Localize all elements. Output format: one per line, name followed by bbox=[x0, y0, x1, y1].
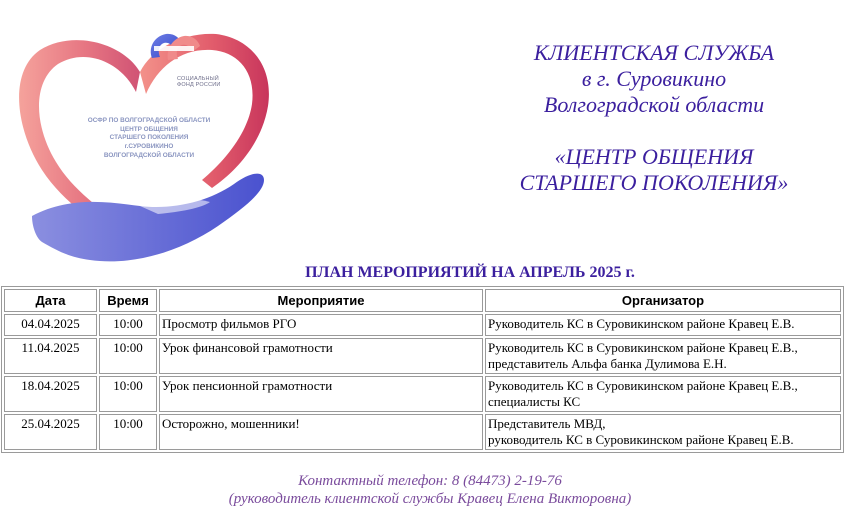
contact-person: (руководитель клиентской службы Кравец Елена Викторовна) bbox=[228, 491, 632, 507]
cell-time: 10:00 bbox=[99, 338, 157, 374]
cell-time: 10:00 bbox=[99, 314, 157, 336]
cell-time: 10:00 bbox=[99, 376, 157, 412]
events-table bbox=[1, 286, 844, 453]
plan-title: ПЛАН МЕРОПРИЯТИЙ НА АПРЕЛЬ 2025 г. bbox=[305, 264, 635, 281]
cell-date: 11.04.2025 bbox=[4, 338, 97, 374]
logo bbox=[12, 20, 282, 272]
cell-event: Урок финансовой грамотности bbox=[159, 338, 483, 374]
logo-brand-text: СОЦИАЛЬНЫЙ ФОНД РОССИИ bbox=[177, 76, 221, 88]
cell-organizer: Представитель МВД, руководитель КС в Суровикинском районе Кравец Е.В. bbox=[485, 414, 841, 450]
cell-time: 10:00 bbox=[99, 414, 157, 450]
logo-caption: ОСФР ПО ВОЛГОГРАДСКОЙ ОБЛАСТИ ЦЕНТР ОБЩЕНИЯ СТАРШЕГО ПОКОЛЕНИЯ г.СУРОВИКИНО ВОЛГОГРАДСКОЙ ОБЛАСТИ bbox=[87, 117, 211, 159]
cell-date: 25.04.2025 bbox=[4, 414, 97, 450]
cell-event: Просмотр фильмов РГО bbox=[159, 314, 483, 336]
table-row bbox=[4, 338, 841, 374]
header-line-region: Волгоградской области bbox=[543, 92, 765, 117]
header-event: Мероприятие bbox=[159, 289, 483, 312]
cell-event: Урок пенсионной грамотности bbox=[159, 376, 483, 412]
page-header bbox=[460, 40, 848, 196]
cell-organizer: Руководитель КС в Суровикинском районе Кравец Е.В., представитель Альфа банка Дулимова Е.Н. bbox=[485, 338, 841, 374]
table-row bbox=[4, 314, 841, 336]
header-line-service: КЛИЕНТСКАЯ СЛУЖБА bbox=[533, 40, 775, 65]
cell-organizer: Руководитель КС в Суровикинском районе Кравец Е.В. bbox=[485, 314, 841, 336]
cell-date: 04.04.2025 bbox=[4, 314, 97, 336]
header-organizer: Организатор bbox=[485, 289, 841, 312]
contact-phone: Контактный телефон: 8 (84473) 2-19-76 bbox=[298, 473, 562, 489]
header-line-generation: СТАРШЕГО ПОКОЛЕНИЯ» bbox=[519, 170, 789, 195]
header-line-city: в г. Суровикино bbox=[581, 66, 727, 91]
header-line-center: «ЦЕНТР ОБЩЕНИЯ bbox=[554, 144, 754, 169]
cell-organizer: Руководитель КС в Суровикинском районе Кравец Е.В., специалисты КС bbox=[485, 376, 841, 412]
table-header-row bbox=[4, 289, 841, 312]
header-time: Время bbox=[99, 289, 157, 312]
contact-info bbox=[0, 472, 852, 508]
cell-date: 18.04.2025 bbox=[4, 376, 97, 412]
table-row bbox=[4, 414, 841, 450]
table-row bbox=[4, 376, 841, 412]
header-date: Дата bbox=[4, 289, 97, 312]
cell-event: Осторожно, мошенники! bbox=[159, 414, 483, 450]
